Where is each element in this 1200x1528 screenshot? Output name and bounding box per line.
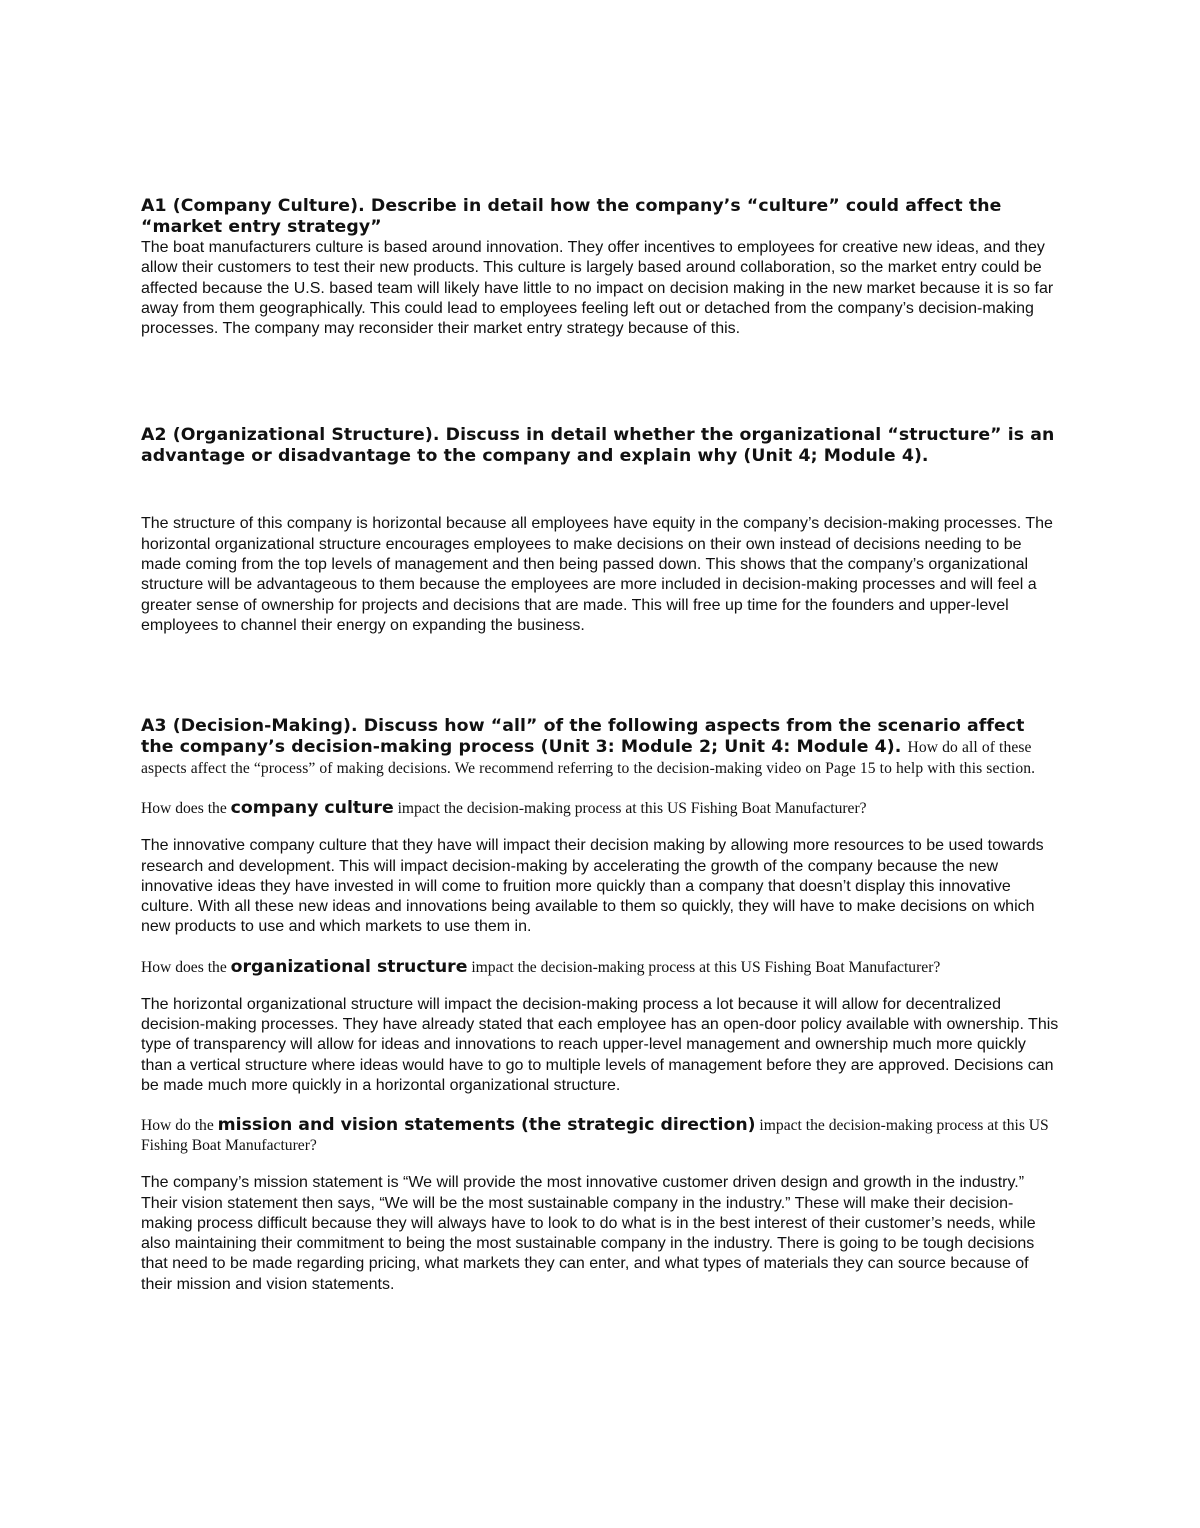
section-a1 bbox=[141, 196, 1061, 339]
question-suffix: impact the decision-making process at this US Fishing Boat Manufacturer? bbox=[141, 1117, 1049, 1155]
section-a3-heading-note: How do all of these aspects affect the “process” of making decisions. We recommend referring to the decision-making video on Page 15 to help with this section. bbox=[141, 739, 1036, 778]
question-emphasis: mission and vision statements (the strategic direction) bbox=[217, 1115, 756, 1136]
section-a1-body: The boat manufacturers culture is based around innovation. They offer incentives to employees for creative new ideas, and they allow their customers to test their new products. This culture is largely based around collaboration, so the market entry could be affected because the U.S. based team will likely have little to no impact on decision making in the new market because it is so far away from them geographically. This could lead to employees feeling left out or detached from the company’s decision-making processes. The company may reconsider their market entry strategy because of this. bbox=[141, 239, 1054, 338]
spacer bbox=[141, 467, 1061, 514]
question-suffix: impact the decision-making process at this US Fishing Boat Manufacturer? bbox=[467, 958, 941, 976]
answer-company-culture: The innovative company culture that they have will impact their decision making by allowing more resources to be used towards research and development. This will impact decision-making by accelerating the growth of the company because the new innovative ideas they have invested in will come to fruition more quickly than a company that doesn’t display this innovative culture. With all these new ideas and innovations being available to them so quickly, they will have to make decisions on which new products to use and which markets to use them in. bbox=[141, 837, 1044, 936]
question-prefix: How does the bbox=[141, 958, 231, 976]
question-emphasis: organizational structure bbox=[230, 956, 468, 977]
section-a2-heading: A2 (Organizational Structure). Discuss in detail whether the organizational “structure” is an advantage or disadvantage to the company and explain why (Unit 4; Module 4). bbox=[141, 425, 1055, 467]
section-a3 bbox=[141, 716, 1061, 1295]
question-emphasis: company culture bbox=[230, 798, 394, 819]
question-mission-vision bbox=[141, 1115, 1061, 1156]
answer-organizational-structure: The horizontal organizational structure will impact the decision-making process a lot because it will allow for decentralized decision-making processes. They have already stated that each employee has an open-door policy available with ownership. This type of transparency will allow for ideas and innovations to reach upper-level management and ownership much more quickly than a vertical structure where ideas would have to go to multiple levels of management before they are approved. Decisions can be made much more quickly in a horizontal organizational structure. bbox=[141, 995, 1059, 1094]
question-prefix: How do the bbox=[141, 1117, 218, 1135]
document-page bbox=[141, 196, 1061, 1295]
question-prefix: How does the bbox=[141, 800, 231, 818]
section-a1-heading: A1 (Company Culture). Describe in detail how the company’s “culture” could affect the “market entry strategy” bbox=[141, 196, 1002, 237]
answer-mission-vision: The company’s mission statement is “We will provide the most innovative customer driven design and growth in the industry.” Their vision statement then says, “We will be the most sustainable company in the industry.” These will make their decision-making process difficult because they will always have to look to do what is in the best interest of their customer’s needs, while also maintaining their commitment to being the most sustainable company in the industry. There is going to be tough decisions that need to be made regarding pricing, what markets they can enter, and what types of materials they can source because of their mission and vision statements. bbox=[141, 1174, 1036, 1293]
section-a2 bbox=[141, 425, 1061, 636]
section-a3-heading-block bbox=[141, 716, 1061, 779]
question-organizational-structure bbox=[141, 957, 1061, 978]
section-a2-body: The structure of this company is horizontal because all employees have equity in the company’s decision-making processes. The horizontal organizational structure encourages employees to make decisions on their own instead of decisions needing to be made coming from the top levels of management and then being passed down. This shows that the company’s organizational structure will be advantageous to them because the employees are more included in decision-making processes and will feel a greater sense of ownership for projects and decisions that are made. This will free up time for the founders and upper-level employees to channel their energy on expanding the business. bbox=[141, 515, 1053, 634]
section-a3-heading: A3 (Decision-Making). Discuss how “all” of the following aspects from the scenario affect the company’s decision-making process (Unit 3: Module 2; Unit 4: Module 4). bbox=[141, 716, 1025, 758]
question-suffix: impact the decision-making process at this US Fishing Boat Manufacturer? bbox=[393, 800, 867, 818]
question-company-culture bbox=[141, 798, 1061, 819]
